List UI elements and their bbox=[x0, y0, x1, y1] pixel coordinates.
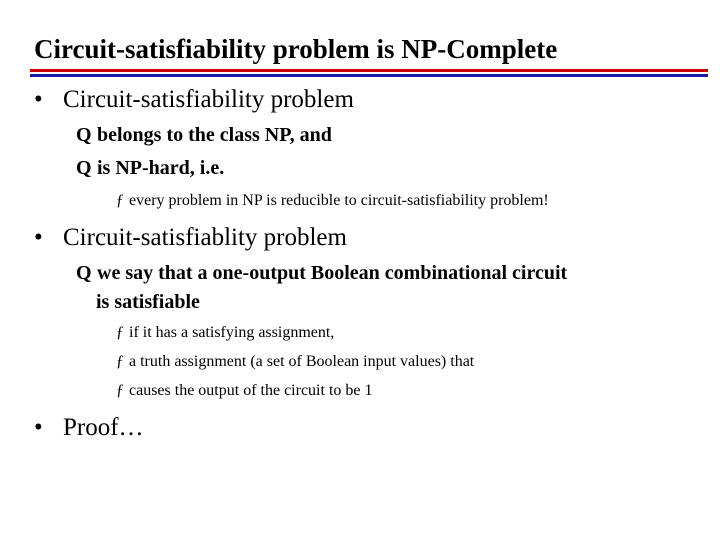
sub-sub-item-text: causes the output of the circuit to be 1 bbox=[129, 382, 373, 399]
sub-sub-item-text: if it has a satisfying assignment, bbox=[129, 324, 335, 341]
title-rule-red bbox=[30, 69, 708, 72]
dash-marker-icon: ƒ bbox=[116, 353, 124, 370]
title-rule-blue bbox=[30, 74, 708, 77]
dash-marker-icon: ƒ bbox=[116, 324, 124, 341]
sub-item-continuation: is satisfiable bbox=[96, 291, 200, 313]
bullet-text: Proof… bbox=[63, 414, 144, 441]
slide-title: Circuit-satisfiability problem is NP-Complete bbox=[34, 34, 558, 64]
bullet-text: Circuit-satisfiability problem bbox=[63, 86, 354, 113]
bullet-item bbox=[34, 414, 144, 442]
sub-sub-item bbox=[116, 324, 334, 342]
sub-item bbox=[76, 124, 332, 147]
arrow-marker-icon: Q bbox=[76, 157, 92, 179]
sub-sub-item bbox=[116, 382, 372, 400]
bullet-icon: • bbox=[34, 414, 43, 441]
sub-item-text: we say that a one-output Boolean combinational circuit bbox=[97, 262, 568, 284]
arrow-marker-icon: Q bbox=[76, 124, 92, 146]
sub-sub-item bbox=[116, 192, 549, 210]
bullet-icon: • bbox=[34, 224, 43, 251]
dash-marker-icon: ƒ bbox=[116, 192, 124, 209]
sub-sub-item-text: a truth assignment (a set of Boolean input values) that bbox=[129, 353, 475, 370]
bullet-item bbox=[34, 86, 354, 114]
bullet-item bbox=[34, 224, 347, 252]
bullet-icon: • bbox=[34, 86, 43, 113]
sub-item bbox=[76, 262, 567, 285]
dash-marker-icon: ƒ bbox=[116, 382, 124, 399]
arrow-marker-icon: Q bbox=[76, 262, 92, 284]
sub-sub-item bbox=[116, 353, 474, 371]
sub-item-text: is NP-hard, i.e. bbox=[97, 157, 225, 179]
bullet-text: Circuit-satisfiablity problem bbox=[63, 224, 347, 251]
sub-item-text: belongs to the class NP, and bbox=[97, 124, 332, 146]
sub-item bbox=[76, 157, 224, 180]
sub-sub-item-text: every problem in NP is reducible to circuit-satisfiability problem! bbox=[129, 192, 549, 209]
